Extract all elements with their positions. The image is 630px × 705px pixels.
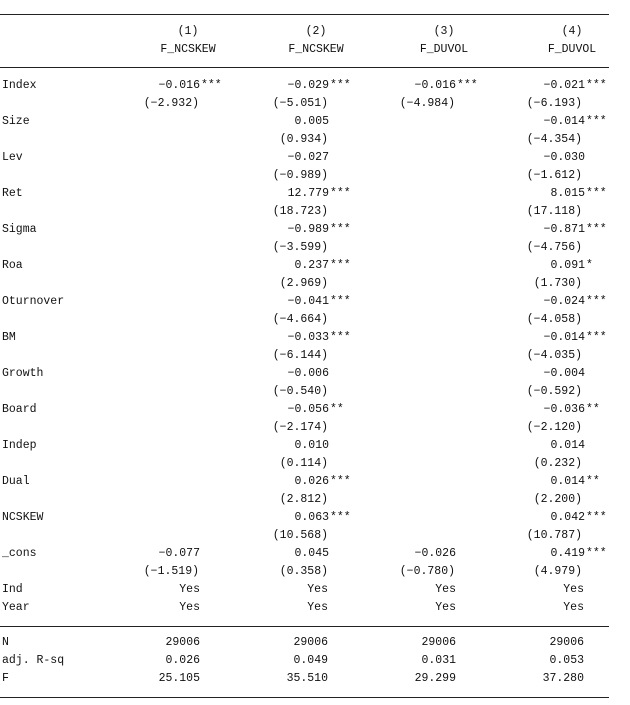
dependent-variable: F_DUVOL	[419, 43, 469, 56]
t-statistic: (−4.984)	[399, 97, 455, 110]
significance-stars: **	[586, 403, 600, 416]
coefficient: −0.016	[414, 79, 456, 92]
fixed-effect-row	[0, 599, 630, 617]
row-label: N	[2, 636, 9, 649]
t-statistic: (−2.174)	[272, 421, 328, 434]
coefficient: −0.014	[543, 115, 585, 128]
fixed-effect-value: Yes	[307, 583, 328, 596]
coefficient: 0.010	[294, 439, 329, 452]
coefficient: −0.027	[287, 151, 329, 164]
fixed-effect-value: Yes	[435, 601, 456, 614]
t-statistic: (−0.780)	[399, 565, 455, 578]
table-row	[0, 473, 630, 491]
table-row	[0, 365, 630, 383]
table-row	[0, 77, 630, 95]
t-statistic: (0.114)	[279, 457, 328, 470]
t-statistic: (−0.540)	[272, 385, 328, 398]
stat-value: 29006	[421, 636, 456, 649]
coefficient: −0.989	[287, 223, 329, 236]
table-row	[0, 329, 630, 347]
t-stat-row	[0, 203, 630, 221]
coefficient: 0.045	[294, 547, 329, 560]
t-statistic: (2.200)	[533, 493, 582, 506]
row-label: Dual	[2, 475, 30, 488]
stat-value: 0.053	[549, 654, 584, 667]
t-statistic: (−2.932)	[143, 97, 199, 110]
stat-row	[0, 634, 630, 652]
row-label: Roa	[2, 259, 23, 272]
table-row	[0, 113, 630, 131]
row-label: Index	[2, 79, 37, 92]
stat-value: 0.049	[293, 654, 328, 667]
significance-stars: **	[586, 475, 600, 488]
row-label: BM	[2, 331, 16, 344]
row-label: Lev	[2, 151, 23, 164]
significance-stars: ***	[586, 79, 607, 92]
row-label: _cons	[2, 547, 37, 560]
t-statistic: (−0.989)	[272, 169, 328, 182]
t-statistic: (−4.756)	[526, 241, 582, 254]
t-statistic: (−6.193)	[526, 97, 582, 110]
t-statistic: (−0.592)	[526, 385, 582, 398]
significance-stars: ***	[201, 79, 222, 92]
significance-stars: ***	[586, 223, 607, 236]
t-stat-row	[0, 131, 630, 149]
significance-stars: ***	[330, 79, 351, 92]
table-row	[0, 185, 630, 203]
row-label: Ret	[2, 187, 23, 200]
row-label: Sigma	[2, 223, 37, 236]
row-label: Ind	[2, 583, 23, 596]
column-number: (2)	[305, 25, 327, 38]
column-numbers-row	[0, 23, 630, 41]
stat-value: 25.105	[158, 672, 200, 685]
stats-rule	[0, 626, 609, 627]
t-stat-row	[0, 383, 630, 401]
fixed-effect-value: Yes	[179, 583, 200, 596]
coefficient: −0.024	[543, 295, 585, 308]
coefficient: 0.014	[550, 475, 585, 488]
row-label: NCSKEW	[2, 511, 44, 524]
coefficient: −0.029	[287, 79, 329, 92]
significance-stars: *	[586, 259, 593, 272]
coefficient: 0.063	[294, 511, 329, 524]
t-stat-row	[0, 563, 630, 581]
table-row	[0, 149, 630, 167]
significance-stars: ***	[330, 259, 351, 272]
header-rule	[0, 67, 609, 68]
t-statistic: (10.787)	[526, 529, 582, 542]
t-statistic: (0.358)	[279, 565, 328, 578]
coefficient: 0.419	[550, 547, 585, 560]
significance-stars: ***	[330, 475, 351, 488]
t-stat-row	[0, 491, 630, 509]
t-statistic: (−4.664)	[272, 313, 328, 326]
t-statistic: (−5.051)	[272, 97, 328, 110]
stat-value: 0.031	[421, 654, 456, 667]
coefficient: −0.021	[543, 79, 585, 92]
table-row	[0, 401, 630, 419]
coefficient: −0.006	[287, 367, 329, 380]
t-stat-row	[0, 455, 630, 473]
t-statistic: (−3.599)	[272, 241, 328, 254]
coefficient: 0.026	[294, 475, 329, 488]
t-statistic: (1.730)	[533, 277, 582, 290]
stat-row	[0, 670, 630, 688]
column-number: (4)	[561, 25, 583, 38]
coefficient: 0.014	[550, 439, 585, 452]
significance-stars: ***	[586, 115, 607, 128]
t-stat-row	[0, 311, 630, 329]
coefficient: 0.042	[550, 511, 585, 524]
coefficient: −0.077	[158, 547, 200, 560]
t-statistic: (18.723)	[272, 205, 328, 218]
dependent-variable: F_NCSKEW	[160, 43, 216, 56]
dependent-variable-row	[0, 41, 630, 59]
row-label: Size	[2, 115, 30, 128]
dependent-variable: F_NCSKEW	[288, 43, 344, 56]
significance-stars: ***	[586, 547, 607, 560]
coefficient: 8.015	[550, 187, 585, 200]
significance-stars: ***	[586, 331, 607, 344]
significance-stars: ***	[586, 511, 607, 524]
column-number: (1)	[177, 25, 199, 38]
t-statistic: (4.979)	[533, 565, 582, 578]
stat-row	[0, 652, 630, 670]
stat-value: 29006	[549, 636, 584, 649]
stat-value: 0.026	[165, 654, 200, 667]
coefficient: −0.026	[414, 547, 456, 560]
t-statistic: (−6.144)	[272, 349, 328, 362]
stat-value: 29006	[165, 636, 200, 649]
coefficient: 0.005	[294, 115, 329, 128]
fixed-effect-value: Yes	[563, 583, 584, 596]
top-rule	[0, 14, 609, 15]
significance-stars: ***	[330, 187, 351, 200]
coefficient: −0.014	[543, 331, 585, 344]
stat-value: 29.299	[414, 672, 456, 685]
row-label: Oturnover	[2, 295, 65, 308]
t-statistic: (−2.120)	[526, 421, 582, 434]
table-row	[0, 221, 630, 239]
table-row	[0, 293, 630, 311]
row-label: F	[2, 672, 9, 685]
row-label: Year	[2, 601, 30, 614]
coefficient: −0.871	[543, 223, 585, 236]
significance-stars: ***	[586, 295, 607, 308]
t-stat-row	[0, 239, 630, 257]
t-stat-row	[0, 527, 630, 545]
significance-stars: ***	[330, 331, 351, 344]
t-statistic: (2.812)	[279, 493, 328, 506]
significance-stars: ***	[330, 511, 351, 524]
bottom-rule	[0, 697, 609, 698]
table-row	[0, 545, 630, 563]
t-statistic: (10.568)	[272, 529, 328, 542]
t-statistic: (0.232)	[533, 457, 582, 470]
table-row	[0, 257, 630, 275]
significance-stars: ***	[330, 223, 351, 236]
coefficient: −0.004	[543, 367, 585, 380]
coefficient: −0.030	[543, 151, 585, 164]
stat-value: 37.280	[542, 672, 584, 685]
significance-stars: **	[330, 403, 344, 416]
coefficient: 12.779	[287, 187, 329, 200]
coefficient: −0.016	[158, 79, 200, 92]
significance-stars: ***	[457, 79, 478, 92]
t-stat-row	[0, 275, 630, 293]
significance-stars: ***	[330, 295, 351, 308]
coefficient: 0.237	[294, 259, 329, 272]
t-statistic: (−4.035)	[526, 349, 582, 362]
significance-stars: ***	[586, 187, 607, 200]
t-statistic: (0.934)	[279, 133, 328, 146]
coefficient: −0.056	[287, 403, 329, 416]
row-label: Indep	[2, 439, 37, 452]
t-statistic: (−1.612)	[526, 169, 582, 182]
fixed-effect-value: Yes	[179, 601, 200, 614]
stat-value: 29006	[293, 636, 328, 649]
t-stat-row	[0, 167, 630, 185]
t-statistic: (−1.519)	[143, 565, 199, 578]
stat-value: 35.510	[286, 672, 328, 685]
t-statistic: (2.969)	[279, 277, 328, 290]
fixed-effect-value: Yes	[435, 583, 456, 596]
t-stat-row	[0, 419, 630, 437]
column-number: (3)	[433, 25, 455, 38]
t-stat-row	[0, 95, 630, 113]
t-statistic: (−4.354)	[526, 133, 582, 146]
row-label: adj. R-sq	[2, 654, 65, 667]
fixed-effect-row	[0, 581, 630, 599]
fixed-effect-value: Yes	[563, 601, 584, 614]
row-label: Growth	[2, 367, 44, 380]
t-statistic: (17.118)	[526, 205, 582, 218]
coefficient: −0.041	[287, 295, 329, 308]
row-label: Board	[2, 403, 37, 416]
fixed-effect-value: Yes	[307, 601, 328, 614]
table-row	[0, 509, 630, 527]
table-row	[0, 437, 630, 455]
t-statistic: (−4.058)	[526, 313, 582, 326]
coefficient: −0.033	[287, 331, 329, 344]
coefficient: −0.036	[543, 403, 585, 416]
t-stat-row	[0, 347, 630, 365]
coefficient: 0.091	[550, 259, 585, 272]
dependent-variable: F_DUVOL	[547, 43, 597, 56]
